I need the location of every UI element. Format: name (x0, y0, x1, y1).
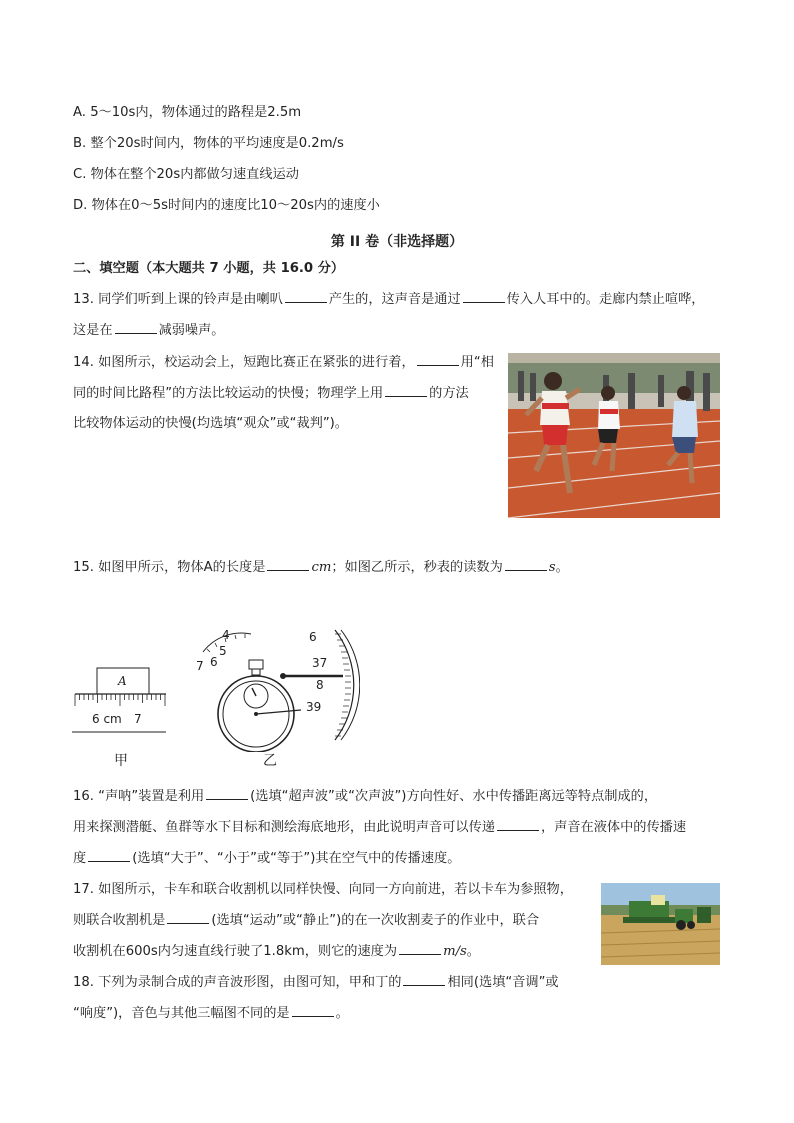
text: 收割机在600s内匀速直线行驶了1.8km，则它的速度为 (73, 944, 398, 959)
harvester-photo (601, 883, 720, 965)
minute-tick-6: 6 (210, 655, 218, 669)
text: 。 (466, 944, 480, 959)
text: 的方法 (429, 386, 469, 401)
second-label-6: 6 (309, 630, 317, 644)
question-17-line2 (73, 911, 539, 931)
minute-tick-4: 4 (222, 628, 230, 642)
text: ，声音在液体中的传播速 (541, 820, 687, 835)
text: 同的时间比路程”的方法比较运动的快慢；物理学上用 (73, 386, 384, 401)
text: 则联合收割机是 (73, 913, 166, 928)
sprint-race-photo (508, 353, 720, 518)
text: 14. 如图所示，校运动会上，短跑比赛正在紧张的进行着， (73, 355, 415, 370)
option-text: 物体在0～5s时间内的速度比10～20s内的速度小 (91, 198, 380, 213)
option-label: B. (73, 136, 87, 151)
text: 15. 如图甲所示，物体A的长度是 (73, 560, 266, 575)
ruler-label-7: 7 (134, 712, 142, 726)
text: 用“相 (460, 355, 494, 370)
block-a-label: A (118, 674, 127, 688)
caption-yi: 乙 (263, 753, 277, 769)
text: (选填“大于”、“小于”或“等于”)其在空气中的传播速度。 (132, 851, 461, 866)
question-17-line1: 17. 如图所示，卡车和联合收割机以同样快慢、向同一方向前进，若以卡车为参照物， (73, 882, 573, 897)
text: 16. “声呐”装置是利用 (73, 789, 205, 804)
text: “响度”)，音色与其他三幅图不同的是 (73, 1006, 290, 1021)
answer-blank[interactable] (206, 787, 248, 800)
answer-blank[interactable] (497, 818, 539, 831)
option-c (73, 165, 299, 185)
option-b (73, 134, 344, 154)
text: ；如图乙所示，秒表的读数为 (331, 560, 503, 575)
question-18-line2 (73, 1004, 349, 1024)
part-title: 第 II 卷（非选择题） (330, 234, 464, 250)
answer-blank[interactable] (403, 973, 445, 986)
answer-blank[interactable] (292, 1004, 334, 1017)
option-d (73, 196, 380, 216)
question-14-line1 (73, 353, 494, 373)
text: 。 (555, 560, 569, 575)
question-16-line3 (73, 849, 460, 869)
text: 产生的，这声音是通过 (328, 292, 461, 307)
text: 用来探测潜艇、鱼群等水下目标和测绘海底地形，由此说明声音可以传递 (73, 820, 495, 835)
text: 。 (335, 1006, 349, 1021)
unit-s: s (548, 560, 556, 575)
question-14-line3: 比较物体运动的快慢(均选填“观众”或“裁判”)。 (73, 416, 348, 431)
text: (选填“运动”或“静止”)的在一次收割麦子的作业中，联合 (211, 913, 540, 928)
question-17-line3 (73, 942, 480, 962)
second-label-8: 8 (316, 678, 324, 692)
option-text: 5～10s内，物体通过的路程是2.5m (90, 105, 302, 120)
text: 相同(选填“音调”或 (447, 975, 559, 990)
text: 传入人耳中的。走廊内禁止喧哗， (506, 292, 705, 307)
answer-blank[interactable] (88, 849, 130, 862)
option-label: D. (73, 198, 88, 213)
minute-tick-7: 7 (196, 659, 204, 673)
answer-blank[interactable] (399, 942, 441, 955)
ruler-label-6cm: 6 cm (92, 712, 122, 726)
question-15 (73, 558, 569, 578)
answer-blank[interactable] (417, 353, 459, 366)
answer-blank[interactable] (385, 384, 427, 397)
answer-blank[interactable] (115, 321, 157, 334)
text: 13. 同学们听到上课的铃声是由喇叭 (73, 292, 283, 307)
option-label: C. (73, 167, 87, 182)
unit-mps: m/s (443, 944, 467, 959)
caption-jia: 甲 (114, 753, 128, 769)
answer-blank[interactable] (285, 290, 327, 303)
text: 减弱噪声。 (158, 323, 225, 338)
question-14-line2 (73, 384, 469, 404)
figure-yi-stopwatch (185, 622, 360, 772)
minute-tick-5: 5 (219, 644, 227, 658)
section-header: 二、填空题（本大题共 7 小题，共 16.0 分） (73, 261, 345, 276)
answer-blank[interactable] (505, 558, 547, 571)
text: (选填“超声波”或“次声波”)方向性好、水中传播距离远等特点制成的， (250, 789, 658, 804)
answer-blank[interactable] (167, 911, 209, 924)
answer-blank[interactable] (463, 290, 505, 303)
question-16-line2 (73, 818, 686, 838)
figure-jia-ruler (70, 660, 170, 770)
text: 度 (73, 851, 87, 866)
text: 18. 下列为录制合成的声音波形图，由图可知，甲和丁的 (73, 975, 402, 990)
option-a (73, 103, 301, 123)
question-13-line1 (73, 290, 704, 310)
unit-cm: cm (311, 560, 332, 575)
answer-blank[interactable] (267, 558, 309, 571)
option-text: 物体在整个20s内都做匀速直线运动 (90, 167, 299, 182)
text: 这是在 (73, 323, 113, 338)
question-13-line2 (73, 321, 225, 341)
option-text: 整个20s时间内，物体的平均速度是0.2m/s (90, 136, 344, 151)
second-label-39: 39 (306, 700, 322, 714)
question-18-line1 (73, 973, 559, 993)
option-label: A. (73, 105, 86, 120)
second-label-37: 37 (312, 656, 328, 670)
question-16-line1 (73, 787, 657, 807)
